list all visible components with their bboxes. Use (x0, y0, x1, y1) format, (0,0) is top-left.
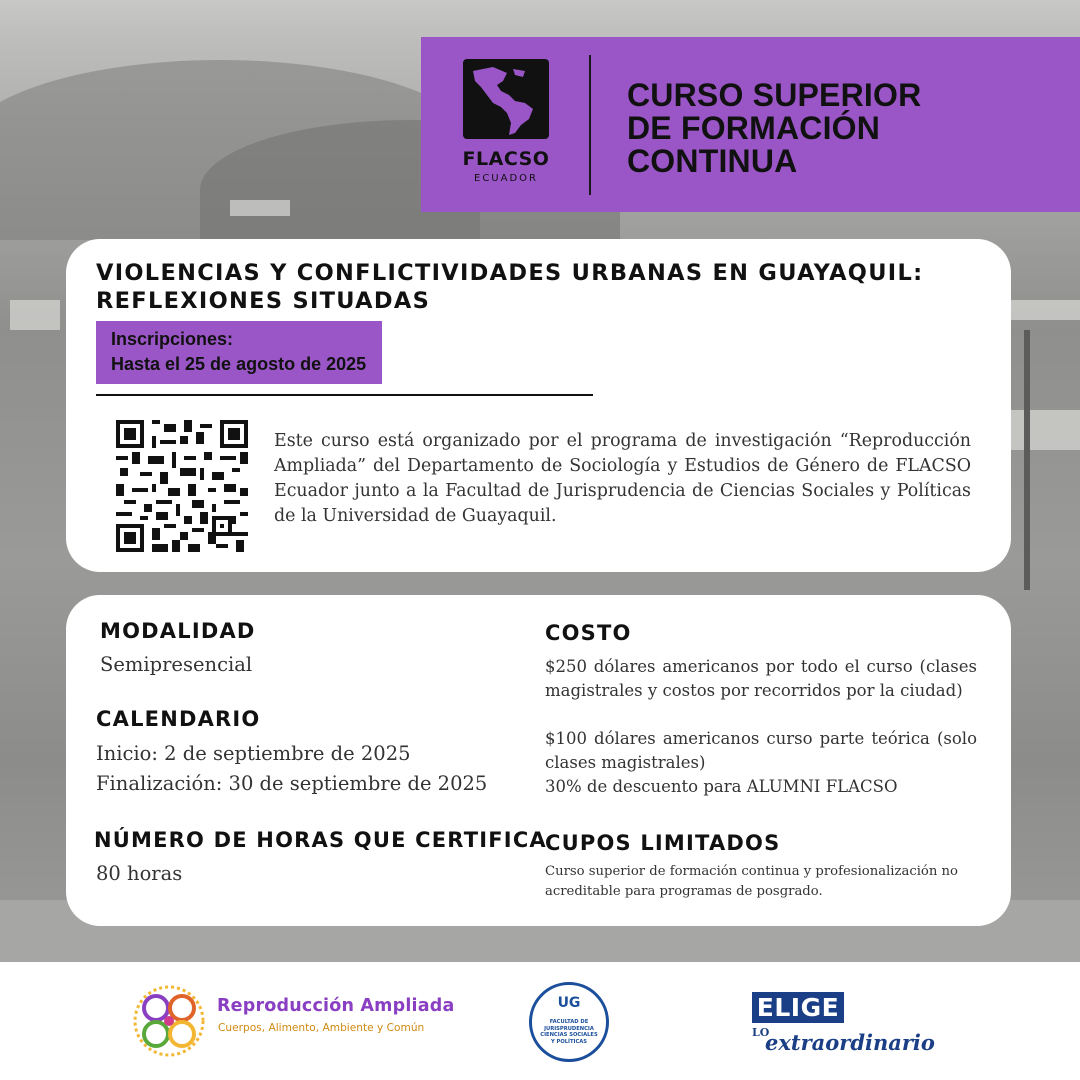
reproduccion-subtitle: Cuerpos, Alimento, Ambiente y Común (218, 1022, 425, 1034)
elige-logo-box: ELIGE (752, 992, 844, 1023)
elige-lo: LO (752, 1026, 770, 1039)
elige-extraordinario: extraordinario (765, 1030, 935, 1055)
reproduccion-ampliada-logo-icon (132, 984, 206, 1058)
flacso-logo (463, 59, 551, 187)
footer-logos (0, 962, 1080, 1080)
course-description: Este curso está organizado por el programa de investigación “Reproducción Ampliada” del Departamento de Sociología y Estudios de Género de FLACSO Ecuador junto a la Facultad de Jurisprudencia de Ciencias Sociales y Políticas de la Universidad de Guayaquil. (274, 431, 971, 526)
costo-heading: COSTO (545, 621, 632, 645)
course-title: VIOLENCIAS Y CONFLICTIVIDADES URBANAS EN GUAYAQUIL: REFLEXIONES SITUADAS (96, 260, 924, 314)
calendario-end: Finalización: 30 de septiembre de 2025 (96, 772, 488, 795)
horas-value: 80 horas (96, 862, 183, 885)
calendario-heading: CALENDARIO (96, 707, 261, 731)
horas-heading: NÚMERO DE HORAS QUE CERTIFICA (94, 828, 547, 852)
qr-code-icon[interactable] (116, 420, 248, 552)
divider-line (96, 394, 593, 396)
costo-line-2: $100 dólares americanos curso parte teórica (solo clases magistrales) (545, 729, 977, 772)
cupos-heading: CUPOS LIMITADOS (545, 831, 781, 855)
header-banner (421, 37, 1080, 212)
costo-line-1: $250 dólares americanos por todo el curso (clases magistrales y costos por recorridos por la ciudad) (545, 657, 977, 700)
inscriptions-deadline: Hasta el 25 de agosto de 2025 (111, 354, 367, 374)
header-divider (589, 55, 591, 195)
course-card (66, 239, 1011, 572)
reproduccion-title: Reproducción Ampliada (217, 996, 455, 1016)
program-title: CURSO SUPERIOR DE FORMACIÓN CONTINUA (627, 77, 922, 179)
logo-name: FLACSO (462, 148, 550, 170)
modalidad-heading: MODALIDAD (100, 619, 256, 643)
modalidad-value: Semipresencial (100, 653, 253, 676)
ug-mark: UG (557, 995, 581, 1011)
inscriptions-badge (96, 321, 382, 384)
cupos-note: Curso superior de formación continua y profesionalización no acreditable para programas de posgrado. (545, 864, 958, 899)
details-card (66, 595, 1011, 926)
americas-map-icon (463, 59, 549, 139)
costo-line-3: 30% de descuento para ALUMNI FLACSO (545, 777, 898, 796)
inscriptions-label: Inscripciones: (111, 329, 234, 349)
ug-faculty-name: FACULTAD DE JURISPRUDENCIA CIENCIAS SOCIALES Y POLÍTICAS (540, 1019, 598, 1045)
logo-subtitle: ECUADOR (474, 173, 538, 184)
calendario-start: Inicio: 2 de septiembre de 2025 (96, 742, 411, 765)
ug-faculty-seal (529, 982, 609, 1062)
